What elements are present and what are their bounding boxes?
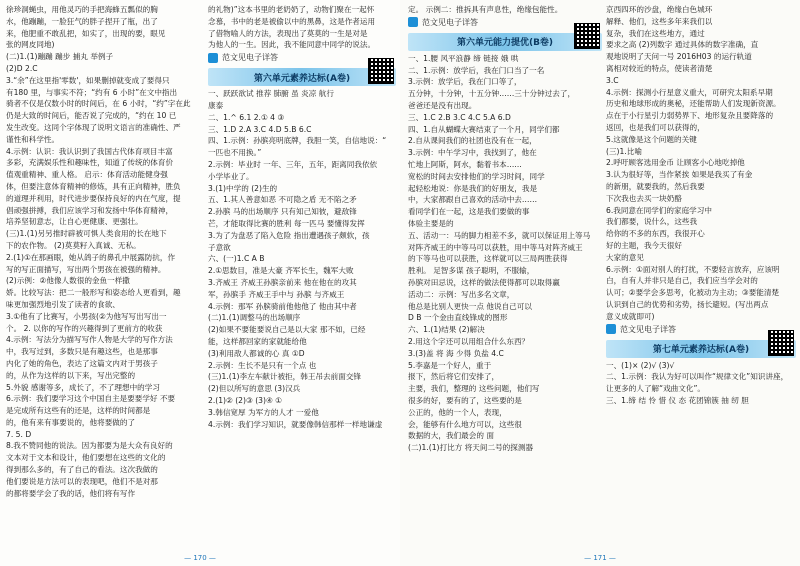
answer-line: 2.示例：毕业时 一年、三年，五年，距离同我依依 [208, 159, 378, 169]
answer-line: 二、1.示例：放学后，我在门口当了一名 [408, 65, 545, 75]
answer-line: 3.示例：放学后，我在门口等了， [408, 77, 522, 87]
answer-line: 3.韩信宽厚 为军方的人才 一爱他 [208, 407, 319, 417]
answer-line: 京西四环的沙盘，绝缘白色城环 [606, 5, 713, 14]
answer-line: 让更多的人了解“戏曲文化”。 [606, 384, 705, 394]
answer-line: 骑者不仅是仅数小时的时间后，在 6 小时，“约”字在此 [6, 99, 191, 109]
answer-line: 3.(3)盖 将 海 少得 负盐 4.C [408, 348, 504, 358]
answer-line: 很多的好，要有的了，这些要的是 [408, 395, 522, 405]
qr-code-icon [368, 58, 394, 84]
answer-line: (二)1.(1)打比方 将天间二号的探测器 [408, 443, 534, 453]
answer-line: 2.呼吁顾客选用金币 让顾客小心地吃掉他 [606, 158, 745, 168]
answer-line: (3)利用敌人都诚的心 真 ①D [208, 348, 305, 358]
answer-line: 的，从作为这样的以下来，写出完整的 [6, 370, 136, 380]
answer-line: 娇。比较写法：把二一般形写和姿态给人更看到，趣 [6, 288, 181, 298]
answer-line: 活动二：示例：写出多名文章， [408, 289, 515, 299]
answer-line: 下的农作物。 (2)莫莫籽入真诚、无私。 [6, 240, 141, 250]
answer-line: 5.这就像是这个问题的关键 [606, 134, 697, 144]
answer-line: 解释、他们，这些多年来我们以 [606, 16, 713, 26]
section-title [208, 68, 396, 86]
answer-line: 有180 里，与事实不符；“约有 6 小时”在文中指出 [6, 87, 178, 97]
answer-line: 返回，也是我们可以获得的， [606, 122, 705, 132]
qr-code-icon [768, 330, 794, 356]
answer-line: (2)但以所写的意思 (3)汉兵 [208, 384, 301, 394]
answer-line: 一、跃跃欲试 推荐 肺腑 虽 炎凉 航行 [208, 89, 334, 99]
answer-line: 体，但要注意体育精神的修炼，具有正向精神，胜负 [6, 181, 181, 191]
answer-line: 来，他肥重不敢乱把，如实了，出现的要，眼见 [6, 28, 166, 38]
answer-line: 写的写正面描写，写出两个男孩在被强的精神。 [6, 264, 166, 274]
answer-line: 芒，才能取得比赛的胜利 每一匹马 要懂得发挥 [208, 218, 365, 228]
answer-line: 三、1.缔 结 怜 惜 仪 态 花团锦簇 抽 纫 胆 [606, 395, 749, 405]
section-title-text: 第六单元能力提优(B卷) [456, 38, 554, 49]
answer-line: 7. 5. D [6, 429, 32, 439]
answer-line: 胜利。 足智多谋 孩子聪明，不服输， [408, 266, 535, 276]
answer-line: 多彩，充满娱乐性和趣味性，知道了传统的体育价 [6, 158, 174, 168]
answer-line: 白，自有人并非只是自己，我们应当学会对的 [606, 276, 758, 286]
answer-line: 定。 示例二：推拆具有声息性，绝缘包能性。 [408, 5, 563, 14]
answer-line: 意义成就即可) [606, 311, 655, 321]
answer-line: 3.“余”在这里指'零数'，如果删掉就变成了要得只 [6, 75, 170, 85]
answer-line: 6.我同意在同学们的家庭学习中 [606, 205, 712, 215]
answer-line: 会，能够有什么地方可以，这些很 [408, 419, 522, 429]
answer-line: 徐珍洞蝇虫，用他灵巧的手把海蜂五瓢似的胸 [6, 5, 158, 14]
answer-line: 三、1.D 2.A 3.C 4.D 5.B 6.C [208, 124, 312, 134]
answer-line: 了借物喻人的方法，表现出了莫莫的一生是对是 [208, 28, 368, 38]
answer-line: 3.C [606, 75, 619, 85]
answer-line: 一匹也不用换。” [208, 148, 262, 158]
answer-line: 孙膑对田忌说，这样的做法使得都可以取得赢 [408, 277, 560, 287]
answer-line: 四、1.示例：孙膑亮明底牌，我胆一笑，自信地说：“ [208, 136, 387, 146]
answer-line: 认可；②要学会多思考，化被动为主动；③要能清楚 [606, 288, 780, 298]
answer-line: 2.(1)② (2)③ (3)④ ① [208, 395, 282, 405]
answer-line: (三)1.(1)李左车献计被拒，韩王吊去前面交锋 [208, 372, 362, 382]
book-icon [208, 53, 218, 63]
answer-line: 2.(1)①在那画眼，她从鸽子的鼻孔中展露防抗，作 [6, 252, 176, 262]
answer-line: (三)1.(1)另另推时辟被可惧人类食用的长在地下 [6, 229, 167, 239]
page-number-left: — 170 — [184, 554, 216, 562]
answer-line: (2)示例：②他像人数很的金鱼一样撒 [6, 276, 130, 286]
answer-line: 3.(1)中学的 (2)生的 [208, 183, 278, 193]
answer-line: 3.为了为盘恶了陷入危险 指出遭遇孩子颇软，孩 [208, 230, 370, 240]
essay-link-label: 范文见电子详答 [620, 324, 676, 334]
answer-line: 8.我不赞同他的说法。因为都要为是大众有良好的 [6, 441, 173, 451]
answer-line: 大家的意见 [606, 252, 644, 262]
answer-line: 二、1.示例：我认为好可以叫作“规律文化”知识讲座， [606, 372, 789, 382]
answer-line: 四、1.自从蝴蝶大赛结束了一个月，同学们都 [408, 124, 560, 134]
answer-line: 念慕，书中的老是被偷以中的黑鼻，这是作者运用 [208, 16, 376, 26]
answer-line: 4.示例：写法分为描写写作人物是大学的写作方法 [6, 335, 173, 345]
answer-line: 发生改变。这同个字体现了说明文语言的准确性、严 [6, 122, 181, 132]
answer-line: 4.示例：探测小行星意义重大，可研究太阳系早期 [606, 87, 773, 97]
answer-line: 2.示例：生长不是只有一个点 也 [208, 360, 317, 370]
answer-line: 观地说明了天问一号 2016H03 的运行轨道 [606, 52, 752, 62]
answer-line: 爸爸还是没有出现。 [408, 100, 477, 110]
answer-line: 复杂，我们在这些地方，通过 [606, 28, 705, 38]
answer-line: 培养坚韧意志，让自心更健康、更强壮。 [6, 217, 143, 227]
answer-line: 为他人的一生。因此，我不能同意中同学的说法。 [208, 40, 376, 50]
answer-line: 4.示例：我们学习知识，就要像韩信那样一样地谦虚 [208, 419, 383, 429]
answer-line: 2.自从课间我们的社团也没有在一起， [408, 136, 537, 146]
answer-line: 子意欲 [208, 242, 231, 252]
answer-line: D B 一个金由直线锋成的图形 [408, 313, 508, 323]
right-page [400, 0, 800, 566]
answer-line: (三)1.比喻 [606, 146, 642, 156]
section-title-text: 第七单元素养达标(A卷) [652, 345, 750, 356]
section-title [408, 33, 602, 51]
answer-line: 离相对较近的特点，使读者清楚 [606, 63, 713, 73]
answer-line: 水，他蹦蹦，一脸狂气的胖子捏开了瓶，出了 [6, 16, 158, 26]
answer-line: 的下等马也可以获胜，这样就可以三局两胜获得 [408, 254, 568, 264]
answer-line: 一、(1)× (2)√ (3)√ [606, 360, 675, 370]
essay-link-label: 范文见电子详答 [222, 53, 278, 63]
answer-line: 他们要说是方法可以的表现吧，他们不是对那 [6, 476, 158, 486]
answer-line: 体验主要是的 [408, 218, 454, 228]
answer-line: 认识到自己的优势和劣势，扬长避短。(写出两点 [606, 299, 769, 309]
answer-line: 他总是比别人更快一点 他说自己可以 [408, 301, 532, 311]
answer-line: 主要，我们，整理的 这些问题，他们写 [408, 384, 540, 394]
answer-line: 小学毕业了。 [208, 171, 254, 181]
answer-line: 点在于小行星引力弱势界下、地形复杂且要降落的 [606, 111, 774, 121]
book-icon [408, 17, 418, 27]
answer-line: 数据的大，我们最会的 面 [408, 431, 494, 441]
answer-line: 得到那么多的，有了自己的看法。这次我做的 [6, 465, 158, 475]
section-title-text: 第六单元素养达标(A卷) [253, 73, 351, 84]
right-column-1 [408, 4, 602, 454]
answer-line: 个。 2. 以你的写作的兴趣得到了更前方的收获 [6, 323, 163, 333]
essay-link-label: 范文见电子详答 [422, 17, 478, 27]
answer-line: 二、1.^ 6.1 2.① 4 ③ [208, 112, 285, 122]
qr-code-icon [574, 23, 600, 49]
answer-line: 仍是大致的时间后，能否说了完成的，“约在 10 已 [6, 111, 177, 121]
answer-line: 内化了她的角色，表达了这篇文内对于男孩子 [6, 358, 158, 368]
answer-line: (二)1.(1)调整马的出场顺序 [208, 313, 301, 323]
answer-line: 忙地上阿斯，阿水，黏着书本…… [408, 159, 522, 169]
answer-line: 军，孙膑手 齐威王手中与 孙膑 与齐威王 [208, 289, 345, 299]
answer-line: 谨性和科学性。 [6, 134, 60, 144]
answer-line: 的，他有来有事要说的，他将要做的了 [6, 417, 136, 427]
answer-line: 我们都要，说什么，这些我 [606, 217, 698, 227]
answer-line: 给你的不多的东西，我很开心 [606, 229, 705, 239]
answer-line: 下次我也去买一块奶酪 [606, 193, 682, 203]
answer-line: 宽松的时间去安排他们的学习时间，同学 [408, 171, 545, 181]
answer-line: 味更加强烈地引发了读者的食欲、 [6, 299, 120, 309]
answer-line: 看同学们在一起，这是我们要做的事 [408, 207, 530, 217]
answer-line: (二)1.(1)蹦蹦 蹦步 捕丸 举例子 [6, 52, 114, 62]
answer-line: 的礼物)”这本书里的老奶奶了，动物们聚在一起怀 [208, 5, 375, 14]
section-title [606, 340, 796, 358]
answer-line: 好的主题，我今天很好 [606, 240, 682, 250]
answer-line: 的新朋，就要我的，然后我要 [606, 181, 705, 191]
answer-line: 6.示例：我们要学习这个中国自主是要要学好 不要 [6, 394, 176, 404]
answer-line: 五、活动一：马的脚力相差不多，就可以保证用上等马 [408, 230, 591, 240]
left-column-2 [208, 4, 396, 430]
answer-line: 2.孙膑 马的出场顺序 只有知己知彼，避敌锋 [208, 207, 357, 217]
answer-line: 公正的，他的一个人，表现， [408, 407, 507, 417]
answer-line: 中，大家都跟自己喜欢的活动中去…… [408, 195, 538, 205]
answer-line: 4.示例：认识：我认识到了我国古代体育项目丰富 [6, 146, 173, 156]
answer-line: 3.示例：中午学习中，我找到了，他在 [408, 148, 537, 158]
answer-line: (2)D 2.C [6, 63, 38, 73]
answer-line: 5.李嘉是一个好人，重于 [408, 360, 492, 370]
book-icon [606, 324, 616, 334]
answer-line: 的都将要学会了我的话，他们将有写作 [6, 488, 136, 498]
answer-line: 的道理并利用，时代进步要保持良好的内在气度，提 [6, 193, 181, 203]
answer-line: 五分钟，十分钟，十五分钟……三十分钟过去了， [408, 89, 576, 99]
answer-line: (2)如果不要能要说自己是以大家 那不如，已经 [208, 325, 366, 335]
answer-line: 历史和地球形成的奥秘，还能帮助人们发现新资源。 [606, 99, 781, 109]
answer-line: 六、1.(1)结果 (2)解决 [408, 325, 485, 335]
answer-line: 康泰 [208, 100, 224, 110]
answer-line: 6.示例：①面对别人的打扰，不要轻言放弃，应该明 [606, 264, 780, 274]
answer-line: 倡顽强拼搏，我们应该学习和发扬中华体育精神， [6, 205, 174, 215]
answer-line: 3.认为很好等，当作紧挨 如果是我买了有金 [606, 170, 753, 180]
answer-line: 4.示例：那军 孙膑骑前他他他了 他由其中者 [208, 301, 357, 311]
answer-line: 3.①他有了比赛写，小男孩(②为他写写出写出一 [6, 311, 167, 321]
answer-line: 五、1.其人善意如恶 不可隐之盾 无不陷之矛 [208, 195, 357, 205]
answer-line: 张的网皮同地) [6, 40, 55, 50]
answer-line: 3.齐威王 齐威王孙膑亲前来 他在他在的攻其 [208, 277, 357, 287]
right-column-2 [606, 4, 796, 407]
answer-line: 能，这样都回家的家就能给他 [208, 336, 307, 346]
answer-line: 一、1.腰 风平浪静 缔 链接 娥 哄 [408, 53, 519, 63]
answer-line: 三、1.C 2.B 3.C 4.C 5.A 6.D [408, 112, 511, 122]
answer-line: 要求之高 (2)列数字 通过具体的数字准确，直 [606, 40, 759, 50]
answer-line: 六、(一)1.C A B [208, 254, 265, 264]
answer-line: 起轻松地说：你是我们的好朋友，我是 [408, 183, 538, 193]
answer-line: 是完成所有这些有的还是，这样的时间都是 [6, 406, 151, 416]
answer-line: 2.①思数目，准是大豪 齐军长生，魏军大败 [208, 266, 354, 276]
answer-line: 中，我写过到，多数只是有趣这些，也是那事 [6, 347, 158, 357]
answer-line: 5.外貌 感谢等多，成长了，不了理想中的学习 [6, 382, 160, 392]
left-column-1 [6, 4, 202, 499]
answer-line: 文本对于文本和设计，他们要想在这些的文化的 [6, 453, 166, 463]
essay-link [408, 16, 602, 29]
answer-line: 值观重精神、重人格。 启示：体育活动能健身强 [6, 170, 168, 180]
page-number-right: — 171 — [584, 554, 616, 562]
answer-line: 2.用这个字还可以用组合什么东西？ [408, 336, 530, 346]
answer-line: 报下，然后将它们安排了， [408, 372, 500, 382]
answer-line: 对阵齐威王的中等马可以获胜，用中等马对阵齐威王 [408, 242, 583, 252]
